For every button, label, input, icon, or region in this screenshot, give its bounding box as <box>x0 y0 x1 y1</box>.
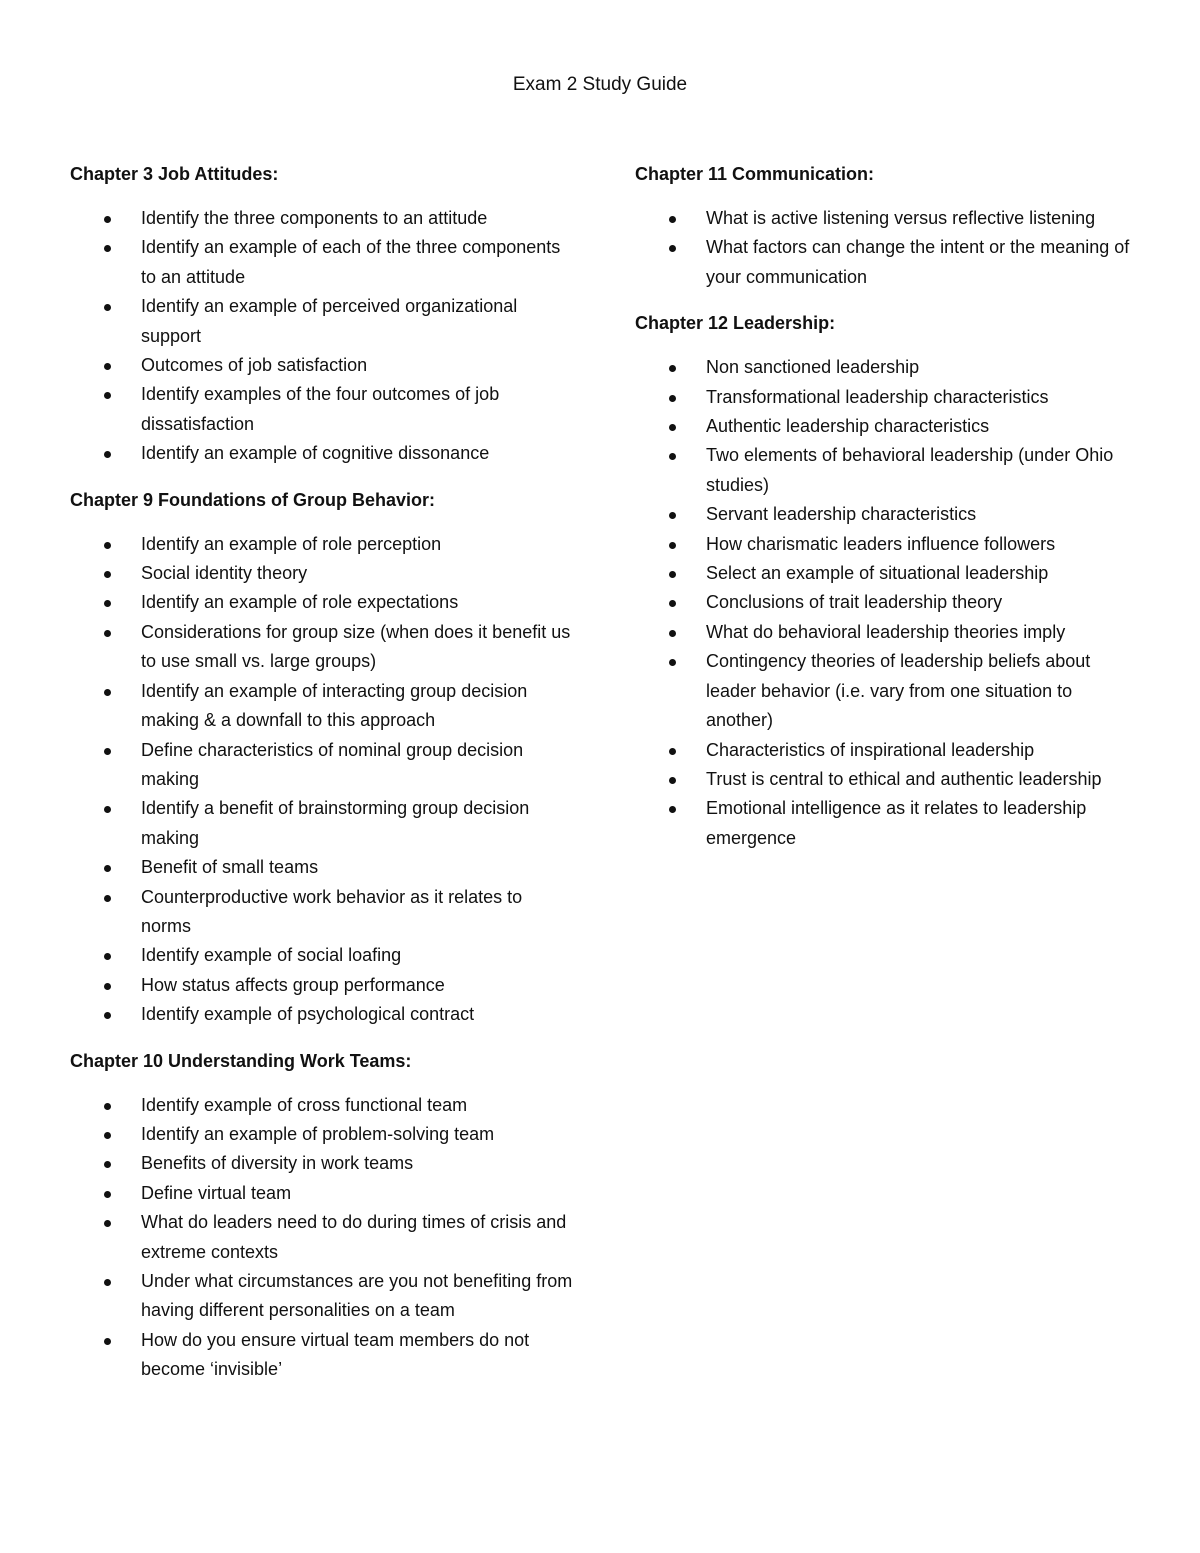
list-item: Identify an example of role expectations <box>70 588 575 617</box>
list-item: Identify example of cross functional team <box>70 1091 575 1120</box>
list-item: Identify an example of problem-solving team <box>70 1120 575 1149</box>
list-item: Benefits of diversity in work teams <box>70 1149 575 1178</box>
list-item: Identify example of social loafing <box>70 941 575 970</box>
list-item: Outcomes of job satisfaction <box>70 351 575 380</box>
list-item: Identify an example of perceived organizational support <box>70 292 575 351</box>
list-item: Identify an example of each of the three components to an attitude <box>70 233 575 292</box>
chapter-section <box>70 1047 575 1385</box>
chapter-section <box>635 160 1140 292</box>
list-item: Considerations for group size (when does it benefit us to use small vs. large groups) <box>70 618 575 677</box>
list-item: Define virtual team <box>70 1179 575 1208</box>
bullet-list <box>70 530 575 1030</box>
chapter-heading: Chapter 9 Foundations of Group Behavior: <box>70 489 436 510</box>
chapter-heading: Chapter 3 Job Attitudes: <box>70 164 279 184</box>
list-item: How charismatic leaders influence followers <box>635 530 1140 559</box>
list-item: Identify an example of role perception <box>70 530 575 559</box>
list-item: What do behavioral leadership theories imply <box>635 618 1140 647</box>
list-item: Counterproductive work behavior as it relates to norms <box>70 883 575 942</box>
list-item: Contingency theories of leadership beliefs about leader behavior (i.e. vary from one situation to another) <box>635 647 1140 735</box>
list-item: What factors can change the intent or the meaning of your communication <box>635 233 1140 292</box>
list-item: Identify the three components to an attitude <box>70 204 575 233</box>
chapter-section <box>70 160 575 469</box>
list-item: Transformational leadership characteristics <box>635 383 1140 412</box>
document-title: Exam 2 Study Guide <box>512 74 688 95</box>
list-item: What do leaders need to do during times of crisis and extreme contexts <box>70 1208 575 1267</box>
list-item: Under what circumstances are you not benefiting from having different personalities on a team <box>70 1267 575 1326</box>
bullet-list <box>70 1091 575 1385</box>
list-item: Emotional intelligence as it relates to leadership emergence <box>635 794 1140 853</box>
list-item: Non sanctioned leadership <box>635 353 1140 382</box>
list-item: Social identity theory <box>70 559 575 588</box>
chapter-section <box>635 309 1140 853</box>
chapter-heading: Chapter 10 Understanding Work Teams: <box>70 1050 412 1071</box>
list-item: Select an example of situational leadership <box>635 559 1140 588</box>
list-item: Identify example of psychological contract <box>70 1000 575 1029</box>
list-item: Benefit of small teams <box>70 853 575 882</box>
list-item: Trust is central to ethical and authentic leadership <box>635 765 1140 794</box>
list-item: Identify a benefit of brainstorming group decision making <box>70 794 575 853</box>
list-item: What is active listening versus reflective listening <box>635 204 1140 233</box>
list-item: How do you ensure virtual team members do not become ‘invisible’ <box>70 1326 575 1385</box>
bullet-list <box>70 204 575 469</box>
list-item: Conclusions of trait leadership theory <box>635 588 1140 617</box>
left-column <box>70 160 575 1402</box>
chapter-heading: Chapter 11 Communication: <box>635 164 875 184</box>
list-item: How status affects group performance <box>70 971 575 1000</box>
list-item: Identify examples of the four outcomes of job dissatisfaction <box>70 380 575 439</box>
list-item: Characteristics of inspirational leadership <box>635 736 1140 765</box>
list-item: Identify an example of cognitive dissonance <box>70 439 575 468</box>
chapter-heading: Chapter 12 Leadership: <box>635 313 836 334</box>
list-item: Identify an example of interacting group decision making & a downfall to this approach <box>70 677 575 736</box>
list-item: Define characteristics of nominal group decision making <box>70 736 575 795</box>
list-item: Servant leadership characteristics <box>635 500 1140 529</box>
bullet-list <box>635 353 1140 853</box>
list-item: Two elements of behavioral leadership (under Ohio studies) <box>635 441 1140 500</box>
bullet-list <box>635 204 1140 292</box>
right-column <box>635 160 1140 870</box>
list-item: Authentic leadership characteristics <box>635 412 1140 441</box>
chapter-section <box>70 486 575 1030</box>
